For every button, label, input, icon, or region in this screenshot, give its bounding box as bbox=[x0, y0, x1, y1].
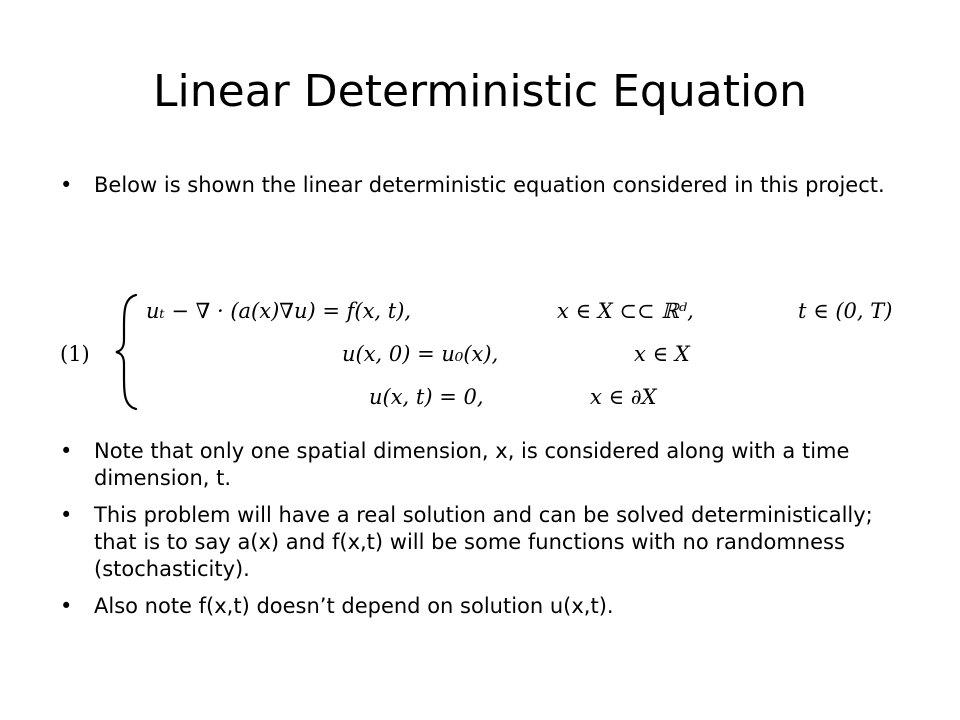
equation-expression: uₜ − ∇ · (a(x)∇u) = f(x, t), bbox=[146, 299, 412, 323]
bullet-item bbox=[60, 502, 920, 583]
equation-domain: x ∈ X bbox=[634, 342, 690, 366]
equation-expression: u(x, t) = 0, bbox=[369, 385, 484, 409]
slide-title: Linear Deterministic Equation bbox=[153, 66, 807, 117]
bullet-text: Note that only one spatial dimension, x, is considered along with a time dimension, t. bbox=[94, 439, 850, 490]
bullet-item bbox=[60, 172, 920, 199]
equation-number: (1) bbox=[60, 342, 90, 366]
equation-block bbox=[60, 292, 930, 418]
equation-expression: u(x, 0) = u₀(x), bbox=[342, 342, 499, 366]
equation-domain: x ∈ ∂X bbox=[590, 385, 657, 409]
bullet-text: This problem will have a real solution and can be solved deterministically; that is to say a(x) and f(x,t) will be some functions with no randomness (stochasticity). bbox=[94, 503, 873, 581]
bullet-text: Below is shown the linear deterministic equation considered in this project. bbox=[94, 173, 885, 197]
equation-row bbox=[60, 296, 930, 326]
bullet-dot: • bbox=[60, 173, 73, 197]
equation-row bbox=[60, 382, 930, 412]
bullet-dot: • bbox=[60, 594, 73, 618]
bullet-dot: • bbox=[60, 439, 73, 463]
bullet-dot: • bbox=[60, 503, 73, 527]
equation-time: t ∈ (0, T) bbox=[798, 299, 893, 323]
equation-row bbox=[60, 339, 930, 369]
bullet-text: Also note f(x,t) doesn’t depend on solution u(x,t). bbox=[94, 594, 614, 618]
equation-domain: x ∈ X ⊂⊂ ℝᵈ, bbox=[557, 299, 694, 323]
bullet-item bbox=[60, 438, 920, 492]
bullet-item bbox=[60, 593, 920, 620]
